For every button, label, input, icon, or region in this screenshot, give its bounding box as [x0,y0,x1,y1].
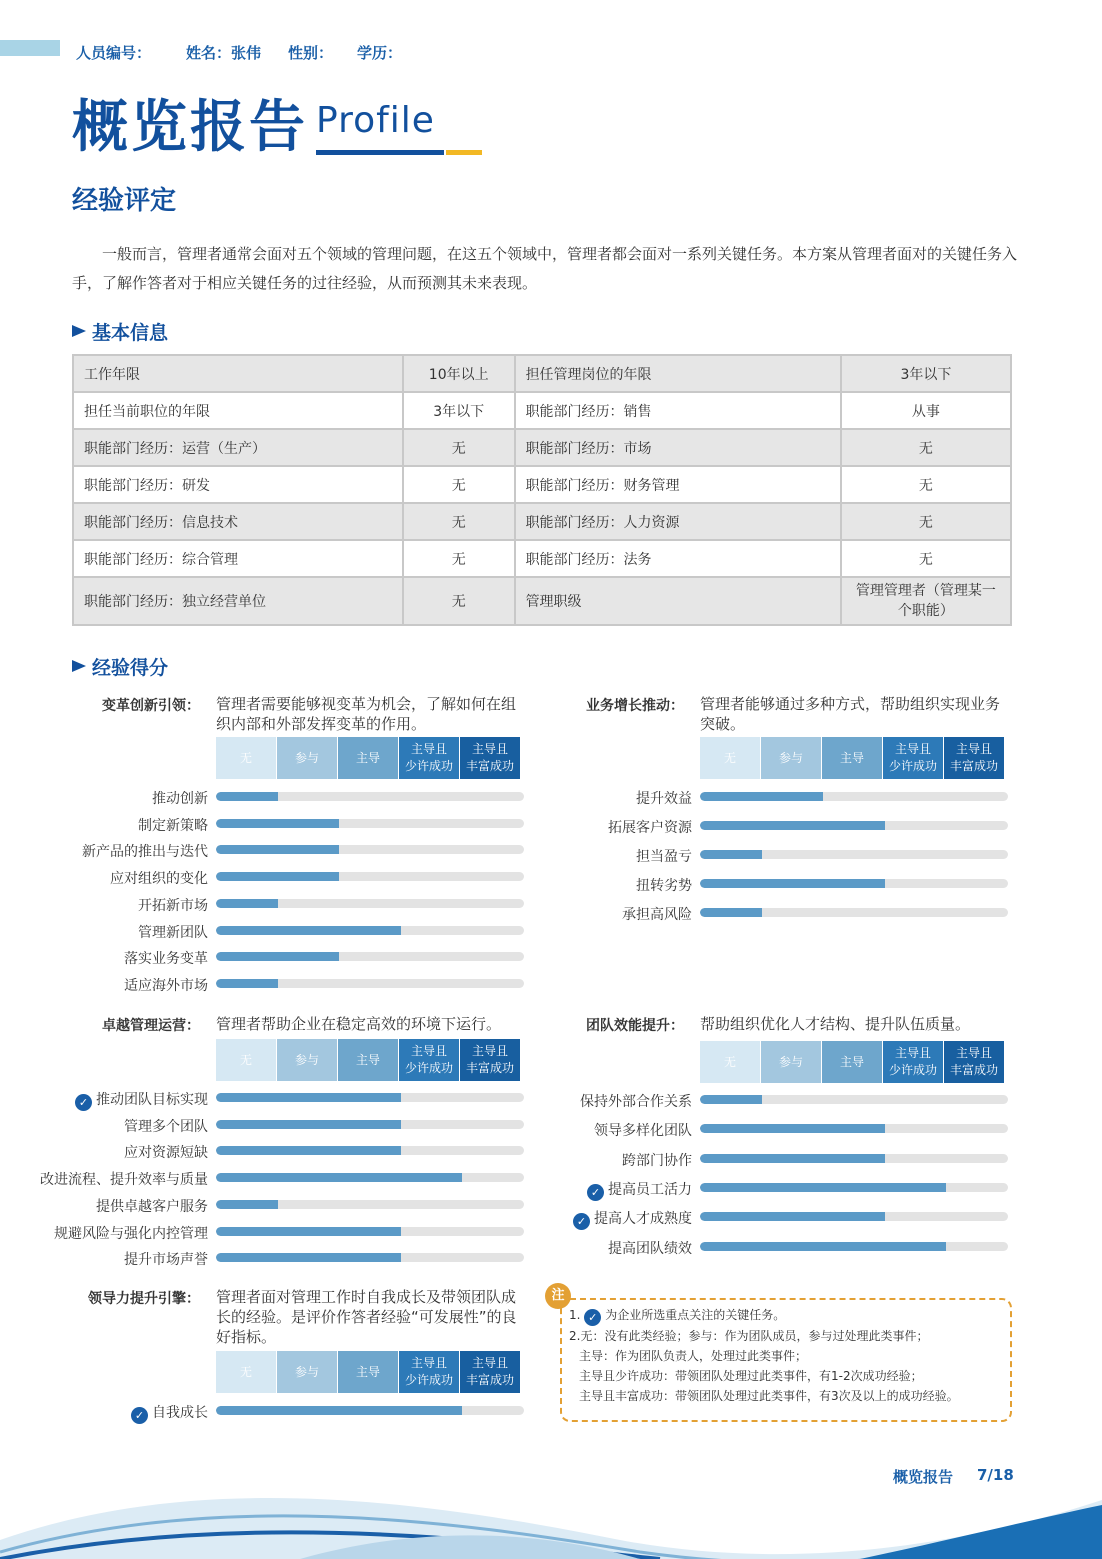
score-bar-track [216,1406,524,1415]
score-bar-track [700,1124,1008,1133]
task-name: 承担高风险 [622,907,692,923]
task-name: 落实业务变革 [124,951,208,968]
score-bar-track [216,952,524,961]
section-title: 经验评定 [72,186,177,216]
task-label [0,1249,208,1269]
footer-title: 概览报告 [893,1468,954,1486]
score-bar-fill [216,819,339,828]
arrow-icon [72,325,86,337]
score-bar-fill [700,821,885,830]
score-bar-track [216,1093,524,1102]
info-field-value: 无 [403,503,515,540]
task-label [482,1238,692,1258]
top-accent-bar [0,40,60,56]
task-label [0,1402,208,1424]
gender-label: 性别： [288,44,334,62]
task-name: 应对资源短缺 [124,1145,208,1162]
info-field-label: 担任管理岗位的年限 [515,355,841,392]
scale-level: 主导且 少许成功 [399,1039,459,1081]
info-field-label: 职能部门经历：市场 [515,429,841,466]
task-name: 推动团队目标实现 [96,1092,208,1108]
score-bar-track [700,850,1008,859]
score-scale-legend [700,737,1005,779]
info-field-label: 职能部门经历：研发 [73,466,403,503]
task-label [0,895,208,915]
note-line-1-text: 为企业所选重点关注的关键任务。 [605,1308,786,1322]
task-name: 适应海外市场 [124,977,208,994]
footer-page-number: 7/18 [977,1466,1014,1484]
task-label [0,1223,208,1243]
task-name: 提升市场声誉 [124,1252,208,1269]
info-field-label: 职能部门经历：财务管理 [515,466,841,503]
info-field-value: 3年以下 [841,355,1011,392]
score-bar-fill [216,872,339,881]
task-name: 管理新团队 [138,924,208,941]
category-label: 团队效能提升： [586,1018,684,1034]
task-name: 领导多样化团队 [594,1123,692,1140]
score-bar-fill [216,1200,278,1209]
score-bar-fill [700,792,823,801]
scale-level: 主导且 丰富成功 [460,1039,520,1081]
task-name: 跨部门协作 [622,1152,692,1169]
task-label [0,922,208,942]
category-description: 帮助组织优化人才结构、提升队伍质量。 [700,1015,971,1033]
task-name: 保持外部合作关系 [580,1094,692,1110]
task-name: 改进流程、提升效率与质量 [40,1172,208,1189]
score-bar-fill [700,908,762,917]
check-icon: ✓ [587,1184,604,1201]
task-label [482,1179,692,1201]
task-label [0,868,208,888]
score-bar-track [700,908,1008,917]
arrow-icon [72,660,86,672]
basic-info-table [72,354,1012,626]
scale-level: 无 [216,737,276,779]
task-label [0,1142,208,1162]
task-label [0,975,208,995]
score-bar-track [216,1120,524,1129]
category-label: 卓越管理运营： [102,1018,200,1034]
scale-level: 无 [700,737,760,779]
task-name: 规避风险与强化内控管理 [54,1225,208,1242]
footer-wave-decoration [0,1480,1102,1559]
task-name: 提供卓越客户服务 [96,1198,208,1215]
score-bar-track [216,979,524,988]
info-field-label: 职能部门经历：销售 [515,392,841,429]
task-label [0,1196,208,1216]
scale-level: 主导且 少许成功 [883,737,943,779]
score-bar-fill [216,845,339,854]
task-label [0,841,208,861]
note-line-3: 主导：作为团队负责人，处理过此类事件； [579,1349,808,1363]
info-row [73,429,1011,466]
info-field-label: 职能部门经历：综合管理 [73,540,403,577]
score-bar-fill [700,1095,762,1104]
info-field-label: 职能部门经历：法务 [515,540,841,577]
page-subtitle: Profile [316,100,435,141]
info-field-value: 管理管理者（管理某一个职能） [841,577,1011,625]
title-underline-accent [446,150,482,155]
info-row [73,466,1011,503]
info-field-label: 工作年限 [73,355,403,392]
note-line-4: 主导且少许成功：带领团队处理过此类事件，有1-2次成功经验； [579,1369,923,1383]
task-label [482,904,692,924]
scale-level: 主导且 丰富成功 [460,737,520,779]
task-label [0,815,208,835]
score-bar-fill [700,1124,885,1133]
info-field-label: 职能部门经历：独立经营单位 [73,577,403,625]
score-bar-fill [700,1212,885,1221]
info-field-value: 无 [403,429,515,466]
info-field-label: 职能部门经历：运营（生产） [73,429,403,466]
score-bar-track [216,792,524,801]
scale-level: 参与 [761,737,821,779]
score-bar-track [216,899,524,908]
score-bar-fill [700,1242,946,1251]
task-name: 提高人才成熟度 [594,1211,692,1228]
category-description: 管理者需要能够视变革为机会，了解如何在组织内部和外部发挥变革的作用。 [216,695,517,733]
task-name: 提高团队绩效 [608,1240,692,1257]
score-bar-track [216,872,524,881]
info-row [73,577,1011,625]
info-row [73,392,1011,429]
category-description: 管理者能够通过多种方式，帮助组织实现业务突破。 [700,695,1001,733]
score-bar-track [700,821,1008,830]
task-label [0,1116,208,1136]
score-bar-track [216,1146,524,1155]
scale-level: 无 [216,1039,276,1081]
task-name: 自我成长 [152,1405,208,1421]
task-label [482,1208,692,1230]
category-label: 领导力提升引擎： [88,1291,200,1307]
note-badge: 注 [545,1283,571,1309]
info-field-label: 职能部门经历：信息技术 [73,503,403,540]
task-name: 提高员工活力 [608,1181,692,1198]
task-name: 拓展客户资源 [608,820,692,836]
task-label [482,1091,692,1111]
task-label [0,1089,208,1111]
score-bar-track [700,792,1008,801]
section-intro: 一般而言，管理者通常会面对五个领域的管理问题，在这五个领域中，管理者都会面对一系列关键任务。本方案从管理者面对的关键任务入手，了解作答者对于相应关键任务的过往经验，从而预测其未来表现。 [72,245,1018,292]
scale-level: 主导且 丰富成功 [944,1041,1004,1083]
score-bar-track [216,845,524,854]
score-bar-fill [216,979,278,988]
score-bar-track [216,1227,524,1236]
scale-level: 主导 [822,1041,882,1083]
score-bar-track [700,1212,1008,1221]
score-bar-fill [216,926,401,935]
score-bar-fill [216,1227,401,1236]
score-bar-track [216,1173,524,1182]
note-line-2: 2.无：没有此类经验；参与：作为团队成员，参与过处理此类事件； [569,1329,929,1343]
scores-heading [72,653,168,680]
task-label [482,817,692,837]
score-bar-track [216,1200,524,1209]
scale-level: 主导且 丰富成功 [944,737,1004,779]
page-title: 概览报告 [72,95,308,160]
task-name: 担当盈亏 [636,849,692,865]
info-field-label: 职能部门经历：人力资源 [515,503,841,540]
task-label [0,948,208,968]
score-bar-fill [216,792,278,801]
category-label: 变革创新引领： [102,698,200,714]
score-bar-track [700,1242,1008,1251]
score-scale-legend [216,1039,521,1081]
task-name: 应对组织的变化 [110,871,208,888]
task-name: 新产品的推出与迭代 [82,844,208,861]
info-row [73,503,1011,540]
task-name: 开拓新市场 [138,897,208,914]
employee-id-label: 人员编号： [76,44,152,62]
info-row [73,355,1011,392]
scores-title: 经验得分 [92,657,169,679]
check-icon: ✓ [131,1407,148,1424]
info-field-value: 无 [403,540,515,577]
task-name: 制定新策略 [138,817,208,834]
category-description: 管理者面对管理工作时自我成长及带领团队成长的经验。是评价作答者经验“可发展性”的良好指标。 [216,1288,517,1346]
scale-level: 参与 [277,1039,337,1081]
category-description: 管理者帮助企业在稳定高效的环境下运行。 [216,1015,502,1033]
score-bar-track [700,1183,1008,1192]
info-field-value: 3年以下 [403,392,515,429]
education-label: 学历： [357,44,403,62]
note-content [569,1305,1005,1406]
info-field-value: 从事 [841,392,1011,429]
scale-level: 主导 [338,1351,398,1393]
score-bar-fill [700,1183,946,1192]
info-row [73,540,1011,577]
check-icon: ✓ [573,1213,590,1230]
score-bar-fill [216,1120,401,1129]
score-scale-legend [700,1041,1005,1083]
scale-level: 主导且 少许成功 [883,1041,943,1083]
task-name: 推动创新 [152,791,208,807]
scale-level: 参与 [761,1041,821,1083]
note-line-1 [569,1305,1005,1326]
score-bar-track [216,1253,524,1262]
note-line-5: 主导且丰富成功：带领团队处理过此类事件，有3次及以上的成功经验。 [579,1389,959,1403]
score-bar-fill [700,850,762,859]
scale-level: 无 [700,1041,760,1083]
info-field-label: 管理职级 [515,577,841,625]
score-bar-fill [216,1173,462,1182]
info-field-label: 担任当前职位的年限 [73,392,403,429]
score-bar-fill [216,1146,401,1155]
score-bar-track [216,819,524,828]
score-bar-fill [216,1253,401,1262]
info-field-value: 无 [403,466,515,503]
score-bar-track [700,879,1008,888]
task-label [482,1120,692,1140]
scale-level: 主导且 丰富成功 [460,1351,520,1393]
info-field-value: 无 [841,540,1011,577]
basic-info-heading [72,318,168,345]
check-icon: ✓ [584,1309,601,1326]
task-label [0,1169,208,1189]
task-name: 管理多个团队 [124,1118,208,1135]
info-field-value: 无 [841,503,1011,540]
task-label [482,846,692,866]
info-field-value: 无 [841,429,1011,466]
scale-level: 主导 [338,737,398,779]
score-scale-legend [216,1351,521,1393]
category-label: 业务增长推动： [586,698,684,714]
title-underline [316,150,444,155]
score-bar-fill [216,1406,462,1415]
score-bar-fill [216,899,278,908]
scale-level: 参与 [277,737,337,779]
task-name: 扭转劣势 [636,878,692,894]
scale-level: 主导且 少许成功 [399,1351,459,1393]
score-bar-track [700,1154,1008,1163]
scale-level: 主导且 少许成功 [399,737,459,779]
info-field-value: 无 [403,577,515,625]
score-bar-fill [700,1154,885,1163]
info-field-value: 无 [841,466,1011,503]
score-bar-fill [216,952,339,961]
scale-level: 主导 [822,737,882,779]
task-label [0,788,208,808]
basic-info-title: 基本信息 [92,322,169,344]
task-name: 提升效益 [636,791,692,807]
check-icon: ✓ [75,1094,92,1111]
scale-level: 无 [216,1351,276,1393]
scale-level: 主导 [338,1039,398,1081]
task-label [482,1150,692,1170]
task-label [482,788,692,808]
score-bar-fill [700,879,885,888]
scale-level: 参与 [277,1351,337,1393]
name-label: 姓名：张伟 [186,44,262,62]
info-field-value: 10年以上 [403,355,515,392]
score-bar-track [216,926,524,935]
score-scale-legend [216,737,521,779]
score-bar-fill [216,1093,401,1102]
task-label [482,875,692,895]
note-line-1-prefix: 1. [569,1308,581,1322]
score-bar-track [700,1095,1008,1104]
